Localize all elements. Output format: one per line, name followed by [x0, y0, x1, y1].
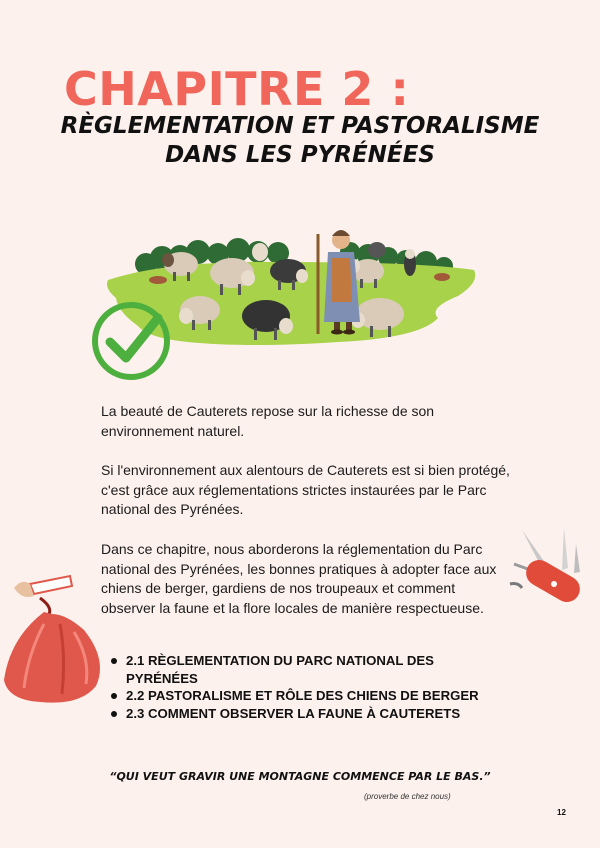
page-number: 12 — [557, 808, 566, 817]
list-item: 2.3 COMMENT OBSERVER LA FAUNE À CAUTERETS — [108, 705, 488, 723]
sheep-3 — [252, 243, 268, 261]
checkmark-icon — [90, 300, 172, 382]
subtitle-line-1: RÈGLEMENTATION ET PASTORALISME — [60, 113, 540, 139]
paragraph-2: Si l'environnement aux alentours de Cauterets est si bien protégé, c'est grâce aux réglementations strictes instaurées par le Parc national des Pyrénées. — [101, 462, 510, 517]
chapter-title: CHAPITRE 2 : — [64, 62, 410, 116]
section-list — [108, 652, 488, 722]
paragraph-3: Dans ce chapitre, nous aborderons la réglementation du Parc national des Pyrénées, les bonnes pratiques à adopter face aux chiens de berger, gardiens de nos troupeaux et comment observer la faune et la flore locales de manière respectueuse. — [101, 541, 497, 616]
chapter-subtitle — [60, 112, 540, 170]
swiss-knife-icon — [506, 524, 592, 614]
proverb-quote: “QUI VEUT GRAVIR UNE MONTAGNE COMMENCE PAR LE BAS.” — [109, 770, 491, 783]
proverb-source: (proverbe de chez nous) — [364, 792, 451, 801]
sheep-10 — [368, 242, 386, 258]
paragraph-1: La beauté de Cauterets repose sur la richesse de son environnement naturel. — [101, 403, 435, 439]
sheep-9 — [404, 249, 416, 276]
list-item: 2.1 RÈGLEMENTATION DU PARC NATIONAL DES PYRÉNÉES — [108, 652, 488, 687]
subtitle-line-2: DANS LES PYRÉNÉES — [165, 142, 435, 168]
list-item: 2.2 PASTORALISME ET RÔLE DES CHIENS DE BERGER — [108, 687, 488, 705]
trash-bag-icon — [0, 568, 112, 708]
